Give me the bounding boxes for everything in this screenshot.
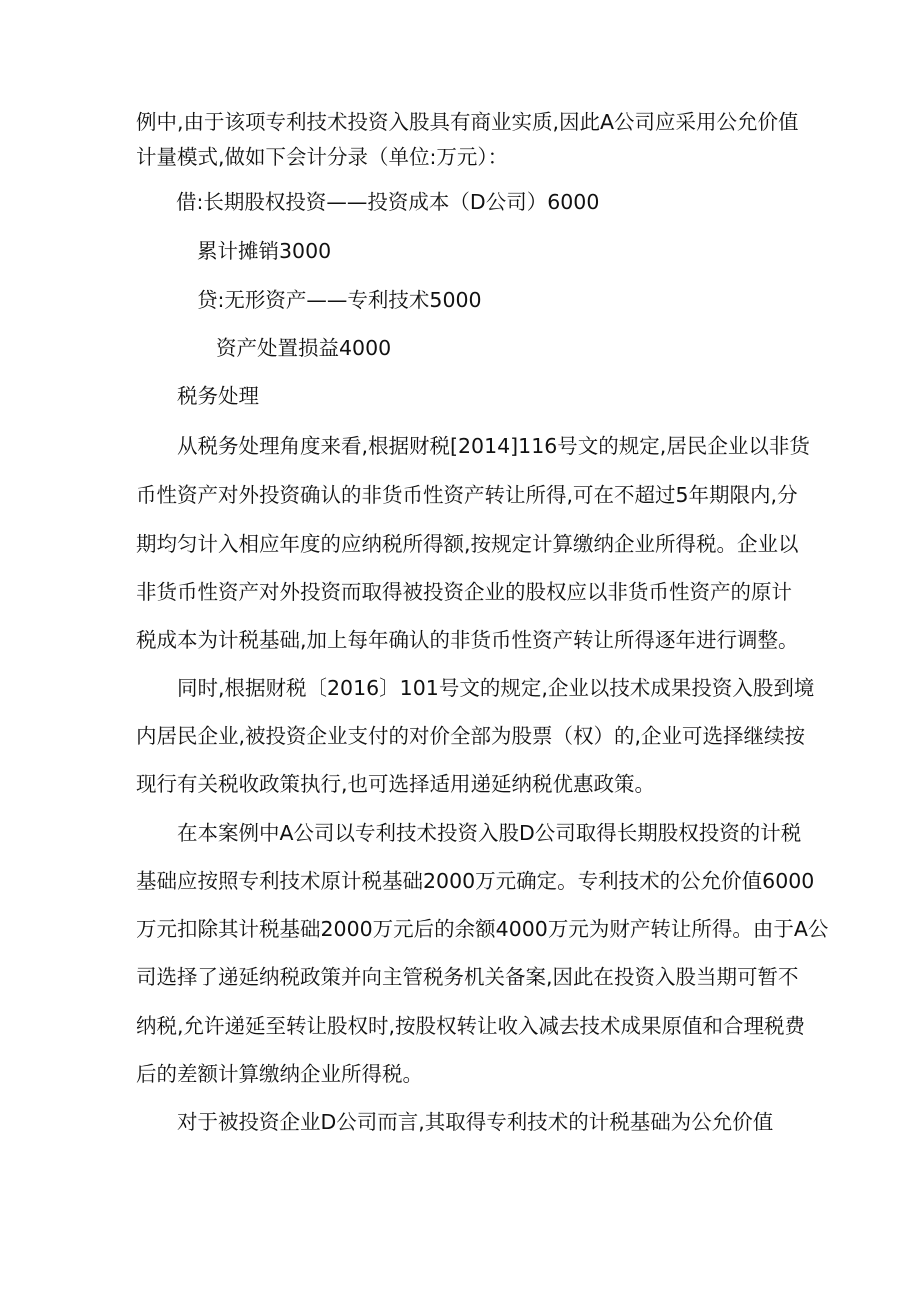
paragraph-4-line: 对于被投资企业D公司而言,其取得专利技术的计税基础为公允价值 [177, 1110, 774, 1134]
paragraph-2-line: 内居民企业,被投资企业支付的对价全部为股票（权）的,企业可选择继续按 [136, 724, 806, 748]
journal-credit-1: 贷:无形资产——专利技术5000 [197, 288, 482, 312]
intro-line-1: 例中,由于该项专利技术投资入股具有商业实质,因此A公司应采用公允价值 [136, 110, 799, 134]
journal-debit-2: 累计摊销3000 [197, 239, 332, 263]
paragraph-2-line: 同时,根据财税〔2016〕101号文的规定,企业以技术成果投资入股到境 [177, 676, 815, 700]
journal-debit-1: 借:长期股权投资——投资成本（D公司）6000 [176, 190, 600, 214]
intro-line-2: 计量模式,做如下会计分录（单位:万元）： [136, 145, 509, 169]
paragraph-1-line: 币性资产对外投资确认的非货币性资产转让所得,可在不超过5年期限内,分 [136, 483, 798, 507]
paragraph-3-line: 万元扣除其计税基础2000万元后的余额4000万元为财产转让所得。由于A公 [136, 917, 829, 941]
paragraph-3-line: 纳税,允许递延至转让股权时,按股权转让收入减去技术成果原值和合理税费 [136, 1014, 806, 1038]
paragraph-2-line: 现行有关税收政策执行,也可选择适用递延纳税优惠政策。 [136, 772, 656, 796]
paragraph-1-line: 期均匀计入相应年度的应纳税所得额,按规定计算缴纳企业所得税。企业以 [136, 532, 799, 556]
paragraph-3-line: 基础应按照专利技术原计税基础2000万元确定。专利技术的公允价值6000 [136, 869, 815, 893]
paragraph-3-line: 司选择了递延纳税政策并向主管税务机关备案,因此在投资入股当期可暂不 [136, 965, 799, 989]
paragraph-1-line: 非货币性资产对外投资而取得被投资企业的股权应以非货币性资产的原计 [136, 580, 792, 604]
paragraph-1-line: 税成本为计税基础,加上每年确认的非货币性资产转让所得逐年进行调整。 [136, 628, 799, 652]
section-heading: 税务处理 [177, 384, 259, 408]
paragraph-3-line: 在本案例中A公司以专利技术投资入股D公司取得长期股权投资的计税 [177, 821, 802, 845]
paragraph-1-line: 从税务处理角度来看,根据财税[2014]116号文的规定,居民企业以非货 [177, 434, 810, 458]
journal-credit-2: 资产处置损益4000 [216, 336, 392, 360]
paragraph-3-line: 后的差额计算缴纳企业所得税。 [136, 1062, 423, 1086]
